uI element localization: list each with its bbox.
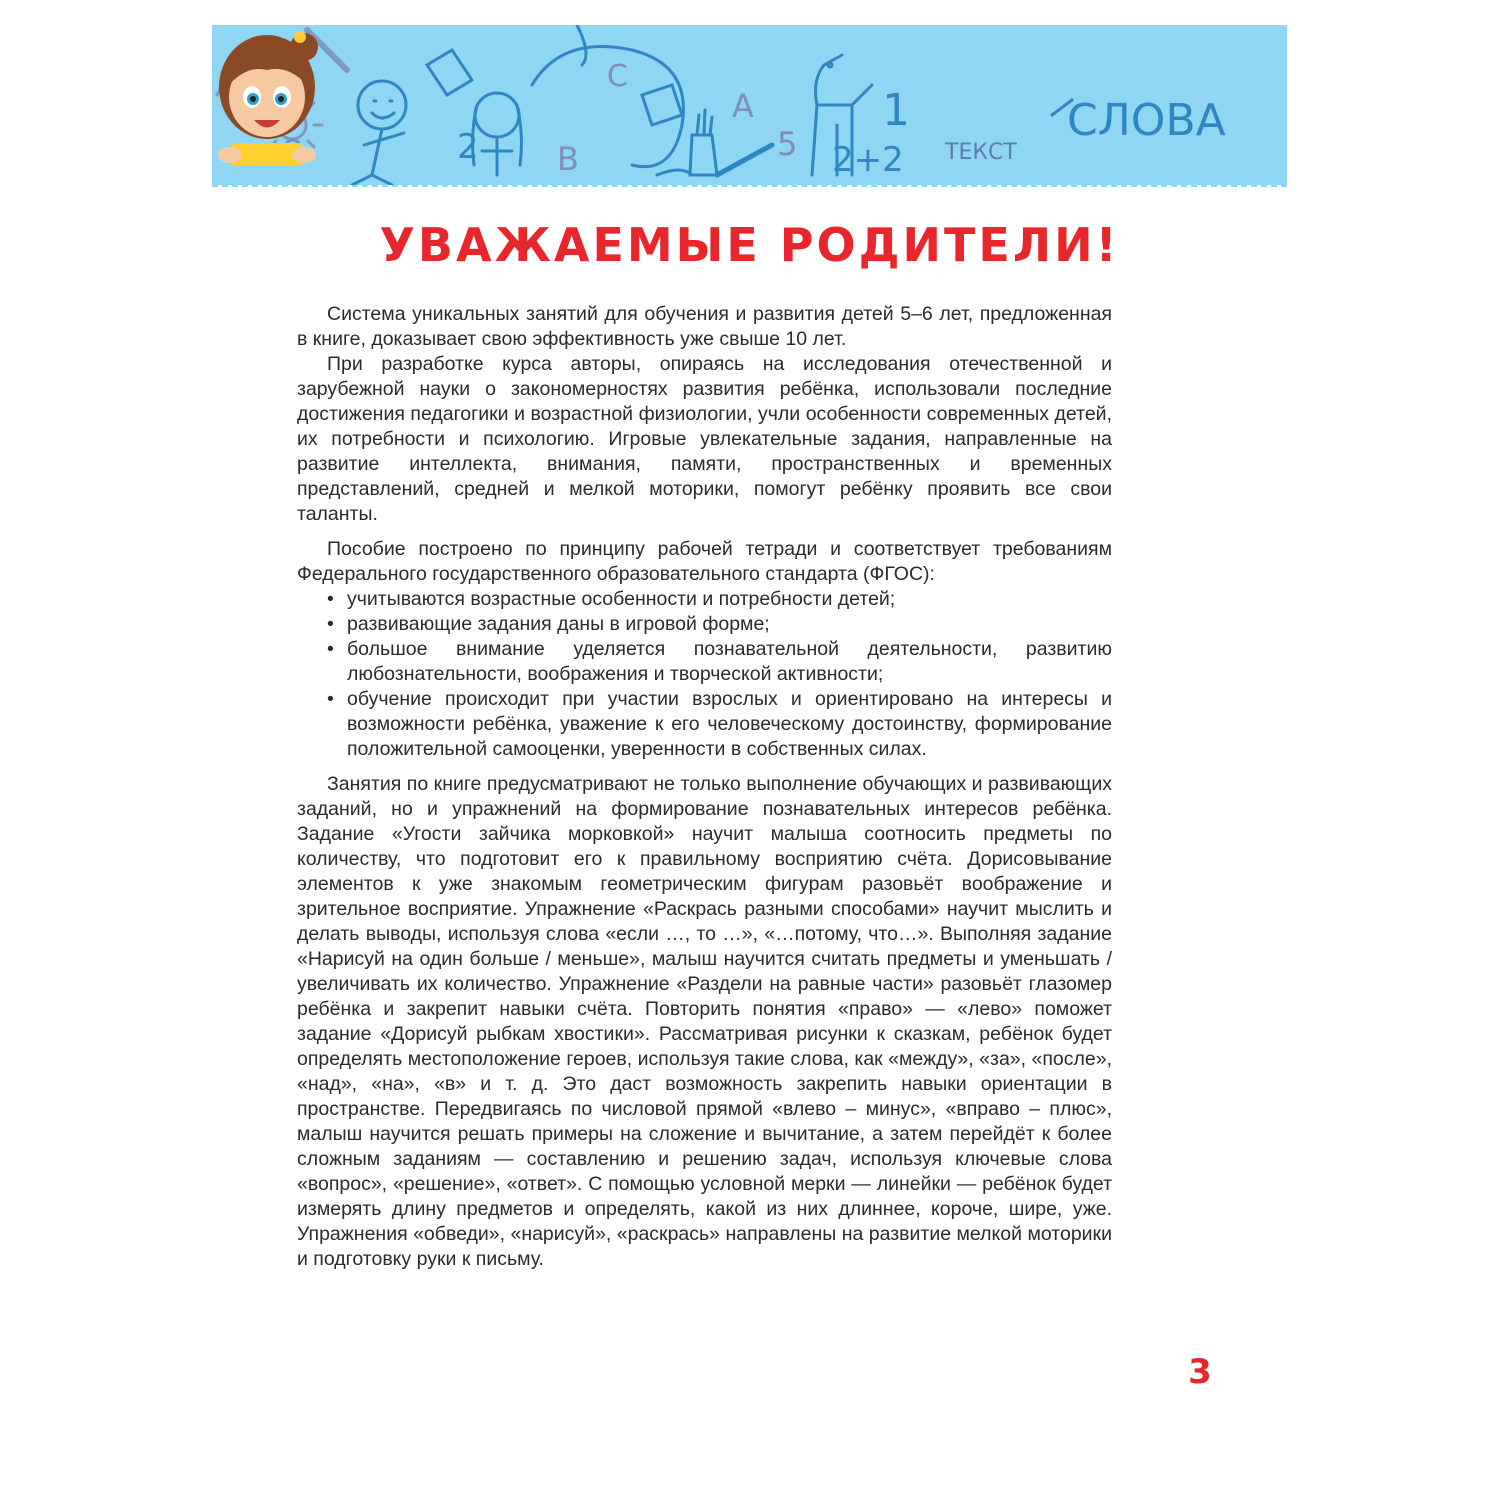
page-number: 3 [1188, 1352, 1212, 1392]
girl-illustration [212, 25, 322, 165]
doodle-b: B [557, 140, 579, 178]
doodle-tekst: ТЕКСТ [945, 140, 1017, 165]
list-item: • большое внимание уделяется познавательной деятельности, развитию любознательности, воображения и творческой активности; [347, 637, 1112, 687]
fgos-list [297, 587, 1112, 762]
banner-divider [212, 185, 1287, 187]
list-item: • учитываются возрастные особенности и потребности детей; [347, 587, 1112, 612]
paragraph-intro: Система уникальных занятий для обучения и развития детей 5–6 лет, предложенная в книге, доказывает свою эффективность уже свыше 10 лет. [297, 303, 1112, 350]
doodle-2plus2: 2+2 [832, 140, 904, 180]
doodle-5: 5 [777, 125, 798, 163]
paragraph-course-development: При разработке курса авторы, опираясь на исследования отечественной и зарубежной науки о закономерностях развития ребёнка, использовали последние достижения педагогики и возрастной физиологии, учли особенности современных детей, их потребности и психологию. Игровые увлекательные задания, направленные на развитие интеллекта, внимания, памяти, пространственных и временных представлений, средней и мелкой моторики, помогут ребёнку проявить все свои таланты. [297, 353, 1112, 525]
header-banner [212, 25, 1287, 185]
page-title: УВАЖАЕМЫЕ РОДИТЕЛИ! [379, 218, 1120, 272]
doodle-slova: СЛОВА [1067, 95, 1226, 146]
doodle-1: 1 [882, 85, 910, 136]
doodle-2: 2 [457, 127, 479, 167]
paragraph-exercises: Занятия по книге предусматривают не только выполнение обучающих и развивающих заданий, но и упражнений на формирование познавательных интересов ребёнка. Задание «Угости зайчика морковкой» научит малыша соотносить предметы по количеству, что подготовит его к правильному восприятию счёта. Дорисовывание элементов к уже знакомым геометрическим фигурам разовьёт воображение и зрительное восприятие. Упражнение «Раскрась разными способами» научит мыслить и делать выводы, используя слова «если …, то …», «…потому, что…». Выполняя задание «Нарисуй на один больше / меньше», малыш научится считать предметы и уменьшать / увеличивать их количество. Упражнение «Раздели на равные части» разовьёт глазомер ребёнка и закрепит навыки счёта. Повторить понятия «право» — «лево» поможет задание «Дорисуй рыбкам хвостики». Рассматривая рисунки к сказкам, ребёнок будет определять местоположение героев, используя такие слова, как «между», «за», «после», «над», «на», «в» и т. д. Это даст возможность закрепить навыки ориентации в пространстве. Передвигаясь по числовой прямой «влево – минус», «вправо – плюс», малыш научится решать примеры на сложение и вычитание, а затем перейдёт к более сложным заданиям — составлению и решению задач, используя ключевые слова «вопрос», «решение», «ответ». С помощью условной мерки — линейки — ребёнок будет измерять длину предметов и определять, какой из них длиннее, короче, шире, уже. Упражнения «обведи», «нарисуй», «раскрась» направлены на развитие мелкой моторики и подготовку руки к письму. [297, 773, 1112, 1270]
list-item: • развивающие задания даны в игровой форме; [347, 612, 1112, 637]
list-item: • обучение происходит при участии взрослых и ориентировано на интересы и возможности ребёнка, уважение к его человеческому достоинству, формирование положительной самооценки, уверенности в собственных силах. [347, 687, 1112, 762]
doodle-a: A [732, 87, 754, 125]
main-text [297, 302, 1112, 1272]
doodle-c: C [607, 59, 628, 94]
paragraph-workbook: Пособие построено по принципу рабочей тетради и соответствует требованиям Федерального государственного образовательного стандарта (ФГОС): [297, 538, 1112, 585]
